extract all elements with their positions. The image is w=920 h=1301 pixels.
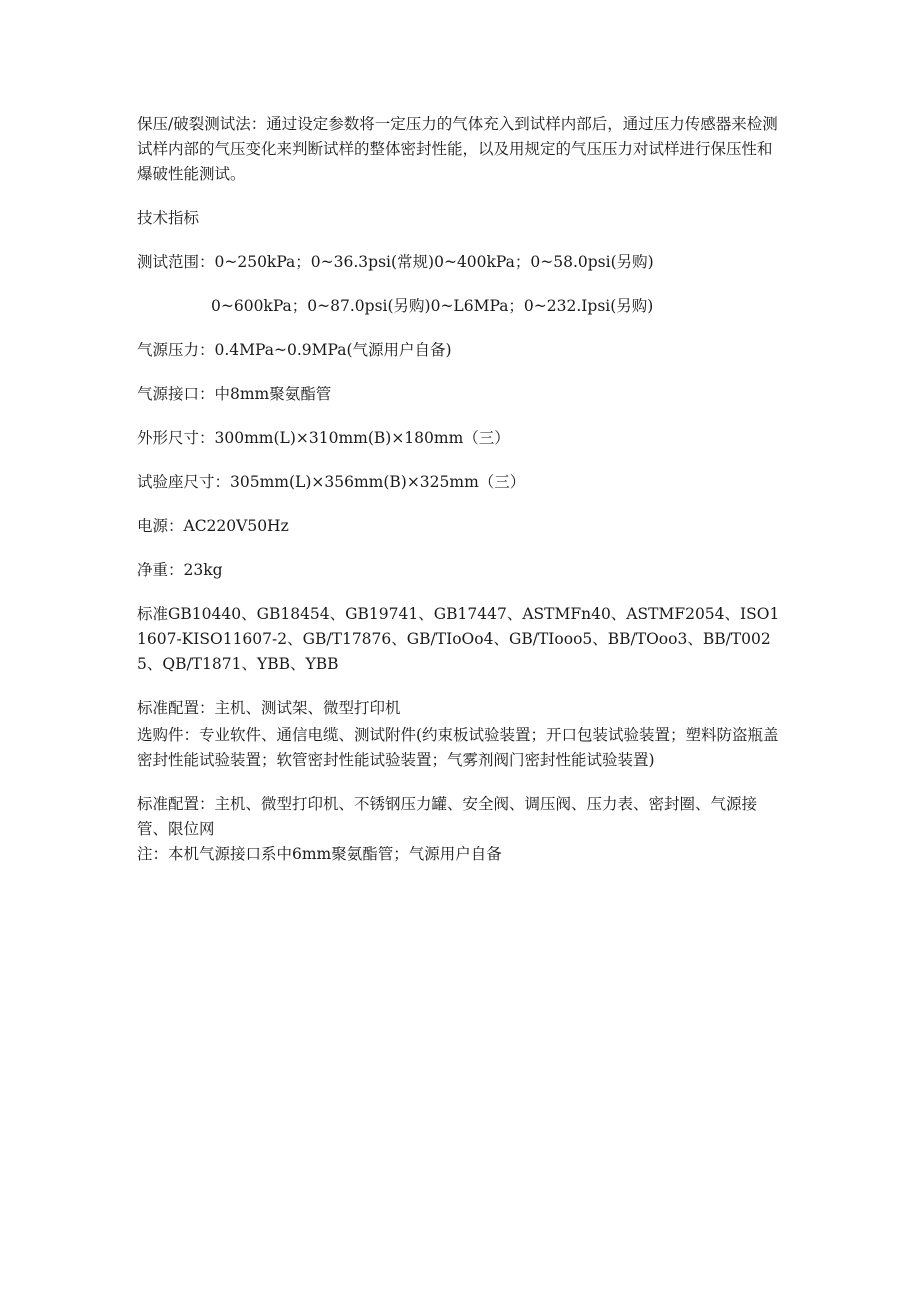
air-pressure-line: 气源压力：0.4MPa~0.9MPa(气源用户自备)	[137, 341, 452, 359]
test-range-line-1: 测试范围：0~250kPa；0~36.3psi(常规)0~400kPa；0~58.0psi(另购)	[137, 253, 654, 271]
test-range-line-2: 0~600kPa；0~87.0psi(另购)0~L6MPa；0~232.Ipsi(另购)	[211, 297, 654, 315]
outer-size-line: 外形尺寸：300mm(L)×310mm(B)×180mm（三）	[137, 429, 510, 447]
spec-heading: 技术指标	[137, 209, 200, 227]
seat-size-line: 试验座尺寸：305mm(L)×356mm(B)×325mm（三）	[137, 473, 526, 491]
intro-paragraph: 保压/破裂测试法：通过设定参数将一定压力的气体充入到试样内部后，通过压力传感器来检测试样内部的气压变化来判断试样的整体密封性能，以及用规定的气压压力对试样进行保压性和爆破性能测试。	[137, 115, 778, 183]
standards-paragraph: 标准GB10440、GB18454、GB19741、GB17447、ASTMFn40、ASTMF2054、ISO11607-KISO11607-2、GB/T17876、GB/TIoOo4、GB/TIooo5、BB/TOoo3、BB/T0025、QB/T1871、YBB、YBB	[137, 605, 780, 673]
optional-parts-paragraph: 选购件：专业软件、通信电缆、测试附件(约束板试验装置；开口包装试验装置；塑料防盗瓶盖密封性能试验装置；软管密封性能试验装置；气雾剂阀门密封性能试验装置)	[137, 726, 779, 769]
standard-config-paragraph-2: 标准配置：主机、微型打印机、不锈钢压力罐、安全阀、调压阀、压力表、密封圈、气源接管、限位网	[137, 795, 758, 838]
air-port-line: 气源接口：中8mm聚氨酯管	[137, 385, 332, 403]
power-line: 电源：AC220V50Hz	[137, 517, 289, 535]
note-line: 注：本机气源接口系中6mm聚氨酯管；气源用户自备	[137, 845, 502, 863]
standard-config-line-1: 标准配置：主机、测试架、微型打印机	[137, 699, 401, 717]
document-body	[137, 112, 787, 867]
net-weight-line: 净重：23kg	[137, 561, 223, 579]
